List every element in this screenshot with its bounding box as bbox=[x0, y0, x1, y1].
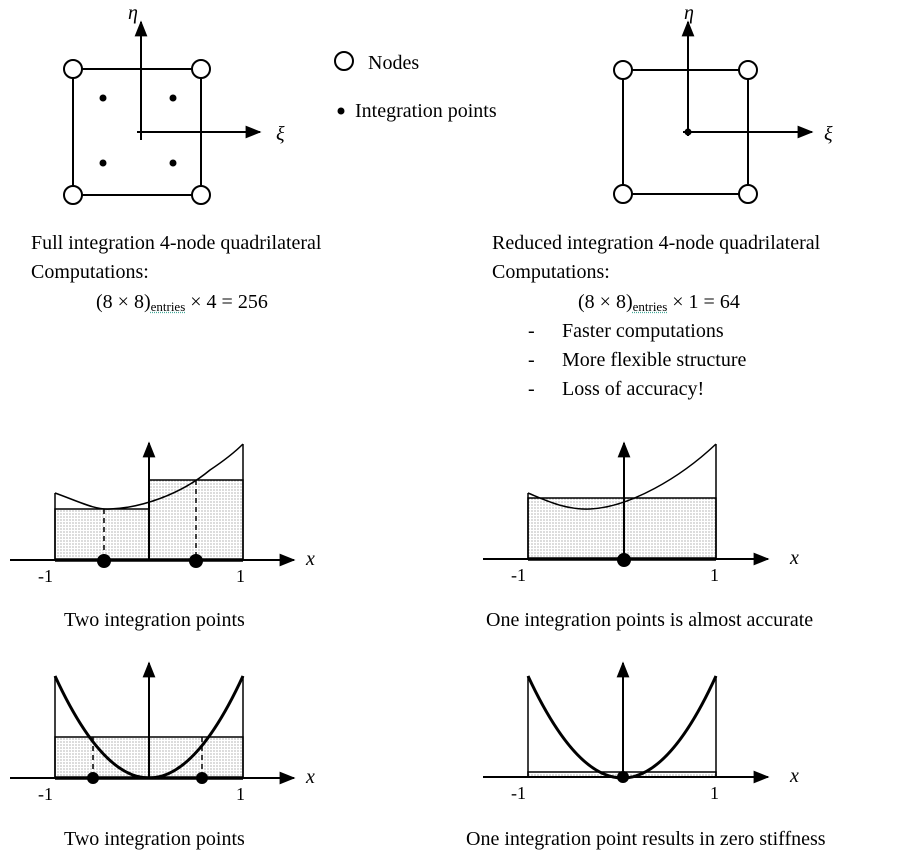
bullet-item bbox=[528, 320, 724, 342]
gauss-point bbox=[617, 771, 629, 783]
plot-two-points-parabola bbox=[10, 663, 294, 784]
gauss-point bbox=[617, 553, 631, 567]
plot-one-point-parabola bbox=[483, 663, 768, 783]
x-axis-label: x bbox=[790, 547, 799, 569]
reduced-title: Reduced integration 4-node quadrilateral bbox=[492, 232, 821, 254]
caption-bottom-left: Two integration points bbox=[64, 828, 245, 850]
node bbox=[192, 60, 210, 78]
bullet-text: Faster computations bbox=[562, 320, 724, 342]
full-integration-element bbox=[64, 22, 260, 204]
tick-max: 1 bbox=[236, 784, 245, 804]
legend-nodes-label: Nodes bbox=[368, 52, 420, 74]
integration-point bbox=[100, 160, 107, 167]
node bbox=[64, 60, 82, 78]
integration-area-left bbox=[55, 509, 149, 560]
formula-subscript: entries bbox=[632, 299, 668, 314]
integration-area bbox=[528, 498, 716, 559]
bullet-marker: - bbox=[528, 320, 535, 342]
tick-min: -1 bbox=[511, 783, 526, 803]
legend-node-symbol bbox=[335, 52, 353, 70]
integration-point bbox=[170, 160, 177, 167]
formula-subscript: entries bbox=[150, 299, 186, 314]
caption-bottom-right: One integration point results in zero stiffness bbox=[466, 828, 826, 850]
node bbox=[192, 186, 210, 204]
node bbox=[614, 61, 632, 79]
eta-label: η bbox=[684, 2, 694, 24]
tick-min: -1 bbox=[511, 565, 526, 585]
gauss-point bbox=[189, 554, 203, 568]
plot-two-points-cubic bbox=[10, 443, 294, 568]
xi-label: ξ bbox=[276, 123, 285, 145]
legend-point-symbol bbox=[338, 108, 345, 115]
node bbox=[64, 186, 82, 204]
gauss-point bbox=[196, 772, 208, 784]
gauss-point bbox=[87, 772, 99, 784]
legend-points-label: Integration points bbox=[355, 100, 497, 122]
x-axis-label: x bbox=[790, 765, 799, 787]
integration-point bbox=[685, 129, 692, 136]
x-axis-label: x bbox=[306, 548, 315, 570]
full-computations: Computations: bbox=[31, 261, 149, 283]
gauss-point bbox=[97, 554, 111, 568]
bullet-text: Loss of accuracy! bbox=[562, 378, 705, 400]
tick-min: -1 bbox=[38, 784, 53, 804]
reduced-computations: Computations: bbox=[492, 261, 610, 283]
tick-min: -1 bbox=[38, 566, 53, 586]
formula-base: (8 × 8) bbox=[578, 291, 633, 313]
full-formula bbox=[96, 291, 268, 318]
reduced-integration-element bbox=[614, 22, 812, 203]
node bbox=[614, 185, 632, 203]
x-axis-label: x bbox=[306, 766, 315, 788]
eta-label: η bbox=[128, 2, 138, 24]
bullet-item bbox=[528, 378, 704, 400]
caption-top-right: One integration points is almost accurate bbox=[486, 609, 814, 631]
integration-point bbox=[170, 95, 177, 102]
tick-max: 1 bbox=[236, 566, 245, 586]
formula-result: × 1 = 64 bbox=[667, 291, 740, 313]
bullet-text: More flexible structure bbox=[562, 349, 747, 371]
node bbox=[739, 185, 757, 203]
plot-one-point-cubic bbox=[483, 443, 768, 567]
reduced-formula bbox=[578, 291, 740, 318]
formula-base: (8 × 8) bbox=[96, 291, 151, 313]
integration-point bbox=[100, 95, 107, 102]
tick-max: 1 bbox=[710, 565, 719, 585]
bullet-marker: - bbox=[528, 349, 535, 371]
tick-max: 1 bbox=[710, 783, 719, 803]
formula-result: × 4 = 256 bbox=[185, 291, 268, 313]
bullet-item bbox=[528, 349, 746, 371]
node bbox=[739, 61, 757, 79]
full-title: Full integration 4-node quadrilateral bbox=[31, 232, 322, 254]
xi-label: ξ bbox=[824, 123, 833, 145]
bullet-marker: - bbox=[528, 378, 535, 400]
caption-top-left: Two integration points bbox=[64, 609, 245, 631]
